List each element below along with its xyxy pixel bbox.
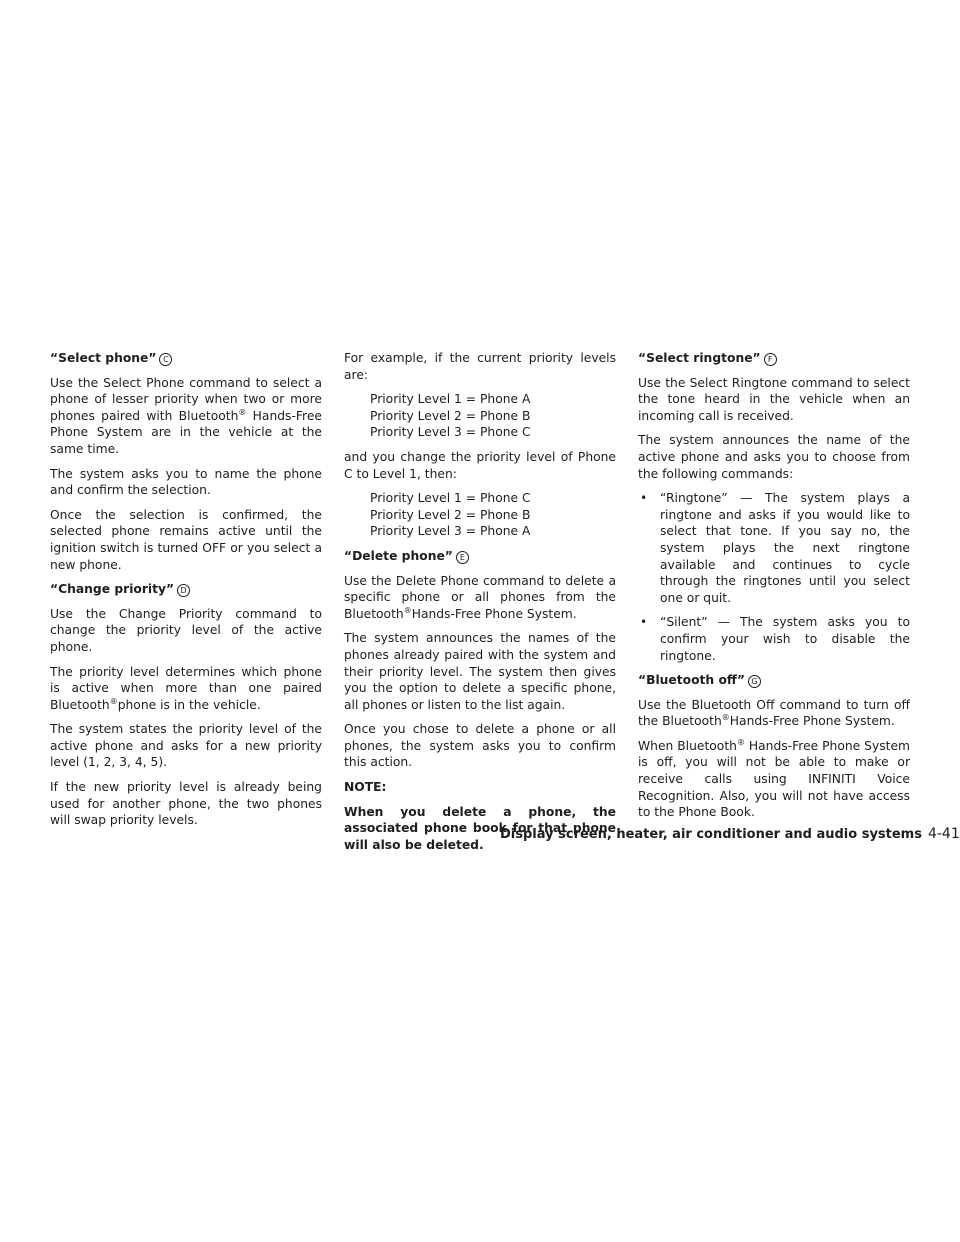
paragraph-text: Use the Bluetooth Off command to turn off the Bluetooth (638, 697, 910, 729)
registered-mark: ® (721, 713, 730, 723)
paragraph (344, 573, 616, 623)
paragraph-text: Hands-Free Phone System are in the vehicle at the same time. (50, 408, 322, 456)
heading-text: “Delete phone” (344, 548, 453, 563)
paragraph: The system announces the name of the active phone and asks you to choose from the following commands: (638, 433, 910, 481)
registered-mark: ® (109, 696, 118, 706)
paragraph: If the new priority level is already being used for another phone, the two phones will swap priority levels. (50, 780, 322, 828)
heading-text: “Select phone” (50, 351, 157, 365)
paragraph: The system asks you to name the phone and confirm the selection. (50, 466, 322, 498)
column-left (50, 350, 322, 837)
list-item-text: “Silent” — The system asks you to confirm your wish to disable the ringtone. (660, 615, 910, 663)
paragraph-text: Hands-Free Phone System is off, you will not be able to make or receive calls using INFINITI Voice Recognition. Also, you will not have access to the Phone Book. (638, 738, 910, 820)
paragraph-text: Hands-Free Phone System. (729, 714, 895, 729)
heading-select-ringtone (638, 350, 910, 367)
list-item-text: “Ringtone” — The system plays a ringtone and asks if you would like to select that tone. If you say no, the system plays the next ringtone available and continues to cycle through the ringtones until you select one or quit. (660, 491, 910, 605)
paragraph (50, 664, 322, 714)
column-middle (344, 350, 616, 861)
bullet-icon: • (640, 615, 648, 630)
list-item: Priority Level 1 = Phone A (370, 392, 531, 407)
note-text: When you delete a phone, the associated phone book for that phone will also be deleted. (344, 804, 616, 852)
paragraph (638, 697, 910, 730)
paragraph-text: The priority level determines which phone is active when more than one paired Bluetooth (50, 664, 322, 712)
callout-e-marker: E (456, 551, 469, 564)
heading-bluetooth-off (638, 672, 910, 689)
paragraph: and you change the priority level of Phone C to Level 1, then: (344, 449, 616, 481)
list-item (638, 614, 910, 664)
callout-f-marker: F (764, 353, 777, 366)
paragraph: Once you chose to delete a phone or all phones, the system asks you to confirm this action. (344, 722, 616, 770)
paragraph: The system states the priority level of the active phone and asks for a new priority level (1, 2, 3, 4, 5). (50, 722, 322, 770)
paragraph: Once the selection is confirmed, the selected phone remains active until the ignition switch is turned OFF or you select a new phone. (50, 507, 322, 572)
command-list (638, 490, 910, 664)
list-item (638, 490, 910, 606)
paragraph (50, 375, 322, 458)
paragraph: Use the Change Priority command to change the priority level of the active phone. (50, 606, 322, 654)
callout-c-marker: C (159, 353, 172, 366)
paragraph (638, 738, 910, 821)
paragraph-text: Use the Select Phone command to select a phone of lesser priority when two or more phones paired with Bluetooth (50, 375, 322, 423)
paragraph: The system announces the names of the phones already paired with the system and their priority level. The system then gives you the option to delete a specific phone, all phones or listen to the list again. (344, 631, 616, 712)
page-footer (500, 826, 960, 842)
paragraph-text: Use the Delete Phone command to delete a specific phone or all phones from the Bluetooth (344, 573, 616, 621)
heading-delete-phone (344, 548, 616, 565)
page-number: 4-41 (927, 826, 960, 842)
registered-mark: ® (736, 737, 745, 747)
list-item: Priority Level 2 = Phone B (370, 408, 531, 423)
list-item: Priority Level 1 = Phone C (370, 491, 531, 506)
bullet-icon: • (640, 491, 648, 506)
note-label: NOTE: (344, 780, 387, 795)
heading-text: “Bluetooth off” (638, 673, 745, 688)
heading-change-priority (50, 581, 322, 598)
heading-text: “Select ringtone” (638, 351, 761, 365)
paragraph-text: When Bluetooth (638, 738, 737, 753)
paragraph: Use the Select Ringtone command to select the tone heard in the vehicle when an incoming call is received. (638, 375, 910, 423)
paragraph: For example, if the current priority levels are: (344, 351, 616, 382)
heading-select-phone (50, 350, 322, 367)
heading-text: “Change priority” (50, 582, 175, 597)
list-item: Priority Level 2 = Phone B (370, 507, 531, 522)
callout-d-marker: D (177, 584, 190, 597)
callout-g-marker: G (748, 675, 761, 688)
list-item: Priority Level 3 = Phone A (370, 524, 531, 539)
registered-mark: ® (403, 605, 412, 615)
footer-section-title: Display screen, heater, air conditioner and audio systems (500, 827, 922, 842)
paragraph-text: phone is in the vehicle. (117, 697, 261, 712)
priority-list-before (344, 391, 616, 441)
column-right (638, 350, 910, 829)
priority-list-after (344, 490, 616, 540)
registered-mark: ® (238, 407, 247, 417)
list-item: Priority Level 3 = Phone C (370, 425, 531, 440)
paragraph-text: Hands-Free Phone System. (411, 606, 577, 621)
